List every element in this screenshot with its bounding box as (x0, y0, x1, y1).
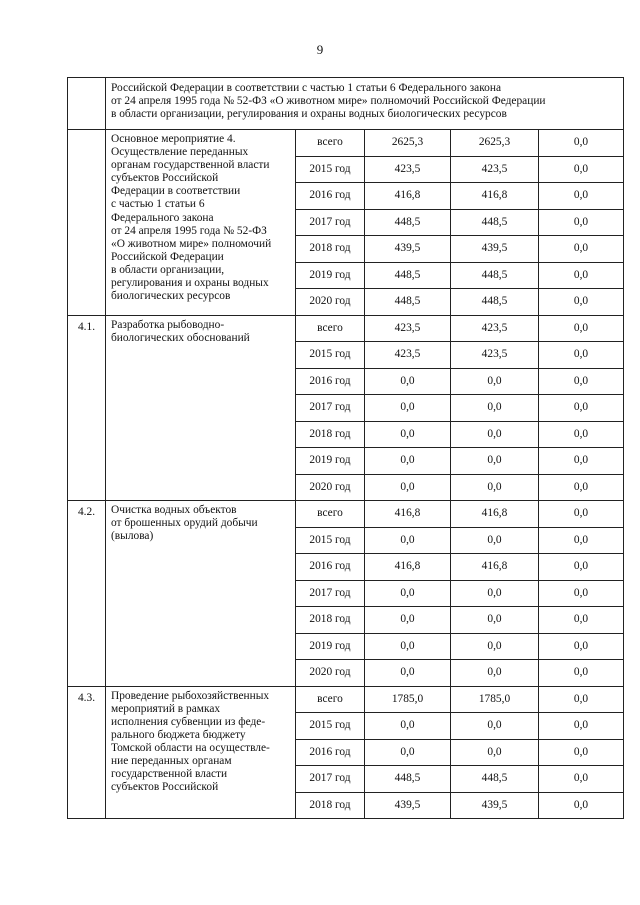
federal-amount-cell: 439,5 (451, 236, 539, 263)
year-cell: 2015 год (296, 713, 365, 740)
text-line: органам государственной власти (111, 159, 270, 172)
text-line: Федерального закона (111, 211, 214, 224)
total-amount-cell: 0,0 (365, 633, 451, 660)
table-row (68, 501, 624, 528)
federal-amount-cell: 0,0 (451, 607, 539, 634)
year-cell: 2015 год (296, 156, 365, 183)
other-amount-cell: 0,0 (539, 633, 624, 660)
total-amount-cell: 0,0 (365, 421, 451, 448)
page-number: 9 (316, 42, 324, 57)
other-amount-cell: 0,0 (539, 236, 624, 263)
other-amount-cell: 0,0 (539, 342, 624, 369)
federal-amount-cell: 0,0 (451, 368, 539, 395)
federal-amount-cell: 416,8 (451, 183, 539, 210)
other-amount-cell: 0,0 (539, 686, 624, 713)
total-amount-cell: 448,5 (365, 766, 451, 793)
total-amount-cell: 439,5 (365, 792, 451, 819)
text-line: государственной власти (111, 768, 228, 781)
total-amount-cell: 0,0 (365, 448, 451, 475)
text-line: в области организации, (111, 263, 225, 276)
item-description (106, 686, 296, 819)
total-amount-cell: 0,0 (365, 368, 451, 395)
federal-amount-cell: 423,5 (451, 156, 539, 183)
other-amount-cell: 0,0 (539, 421, 624, 448)
item-description (106, 501, 296, 687)
text-line: с частью 1 статьи 6 (111, 198, 205, 211)
total-amount-cell: 1785,0 (365, 686, 451, 713)
year-cell: 2016 год (296, 554, 365, 581)
text-line: мероприятий в рамках (111, 702, 221, 715)
total-amount-cell: 0,0 (365, 527, 451, 554)
year-cell: 2019 год (296, 633, 365, 660)
total-amount-cell: 423,5 (365, 315, 451, 342)
total-amount-cell: 448,5 (365, 209, 451, 236)
total-amount-cell: 448,5 (365, 262, 451, 289)
total-amount-cell: 0,0 (365, 607, 451, 634)
other-amount-cell: 0,0 (539, 713, 624, 740)
federal-amount-cell: 0,0 (451, 395, 539, 422)
text-line: субъектов Российской (111, 781, 219, 794)
other-amount-cell: 0,0 (539, 183, 624, 210)
year-cell: всего (296, 315, 365, 342)
table-row (68, 686, 624, 713)
other-amount-cell: 0,0 (539, 766, 624, 793)
total-amount-cell: 448,5 (365, 289, 451, 316)
other-amount-cell: 0,0 (539, 501, 624, 528)
text-line: «О животном мире» полномочий (111, 237, 272, 250)
federal-amount-cell: 1785,0 (451, 686, 539, 713)
year-cell: всего (296, 130, 365, 157)
other-amount-cell: 0,0 (539, 448, 624, 475)
total-amount-cell: 0,0 (365, 395, 451, 422)
federal-amount-cell: 0,0 (451, 739, 539, 766)
other-amount-cell: 0,0 (539, 739, 624, 766)
federal-amount-cell: 448,5 (451, 262, 539, 289)
text-line: регулирования и охраны водных (111, 277, 269, 290)
total-amount-cell: 416,8 (365, 501, 451, 528)
item-number: 4.1. (68, 315, 106, 501)
other-amount-cell: 0,0 (539, 527, 624, 554)
total-amount-cell: 0,0 (365, 580, 451, 607)
text-line: Российской Федерации (111, 250, 224, 263)
year-cell: 2019 год (296, 448, 365, 475)
year-cell: 2017 год (296, 209, 365, 236)
text-line: Российской Федерации в соответствии с частью 1 статьи 6 Федерального закона (111, 82, 502, 94)
text-line: от 24 апреля 1995 года № 52-ФЗ (111, 224, 267, 237)
year-cell: 2018 год (296, 792, 365, 819)
text-line: ние переданных органам (111, 754, 232, 767)
other-amount-cell: 0,0 (539, 289, 624, 316)
other-amount-cell: 0,0 (539, 209, 624, 236)
continuation-text (106, 78, 624, 130)
text-line: Основное мероприятие 4. (111, 133, 236, 145)
text-line: в области организации, регулирования и охраны водных биологических ресурсов (111, 108, 507, 121)
year-cell: 2017 год (296, 395, 365, 422)
item-number (68, 130, 106, 316)
table-row (68, 315, 624, 342)
continuation-row (68, 78, 624, 130)
year-cell: всего (296, 686, 365, 713)
total-amount-cell: 2625,3 (365, 130, 451, 157)
total-amount-cell: 423,5 (365, 342, 451, 369)
total-amount-cell: 0,0 (365, 713, 451, 740)
total-amount-cell: 0,0 (365, 739, 451, 766)
federal-amount-cell: 0,0 (451, 474, 539, 501)
table-row (68, 130, 624, 157)
other-amount-cell: 0,0 (539, 130, 624, 157)
text-line: от 24 апреля 1995 года № 52-ФЗ «О животном мире» полномочий Российской Федерации (111, 95, 546, 108)
text-line: биологических обоснований (111, 331, 250, 344)
federal-amount-cell: 423,5 (451, 315, 539, 342)
other-amount-cell: 0,0 (539, 156, 624, 183)
federal-amount-cell: 0,0 (451, 713, 539, 740)
year-cell: 2015 год (296, 527, 365, 554)
text-line: Проведение рыбохозяйственных (111, 689, 270, 702)
year-cell: 2018 год (296, 607, 365, 634)
text-line: Осуществление переданных (111, 146, 249, 159)
year-cell: 2020 год (296, 660, 365, 687)
total-amount-cell: 439,5 (365, 236, 451, 263)
other-amount-cell: 0,0 (539, 474, 624, 501)
year-cell: 2015 год (296, 342, 365, 369)
year-cell: 2016 год (296, 739, 365, 766)
other-amount-cell: 0,0 (539, 262, 624, 289)
text-line: от брошенных орудий добычи (111, 517, 258, 530)
other-amount-cell: 0,0 (539, 315, 624, 342)
federal-amount-cell: 448,5 (451, 289, 539, 316)
federal-amount-cell: 0,0 (451, 633, 539, 660)
federal-amount-cell: 0,0 (451, 527, 539, 554)
empty-number-cell (68, 78, 106, 130)
text-line: Разработка рыбоводно- (111, 318, 225, 331)
other-amount-cell: 0,0 (539, 607, 624, 634)
federal-amount-cell: 0,0 (451, 448, 539, 475)
year-cell: 2017 год (296, 580, 365, 607)
item-number: 4.3. (68, 686, 106, 819)
federal-amount-cell: 0,0 (451, 660, 539, 687)
text-line: Федерации в соответствии (111, 185, 241, 198)
other-amount-cell: 0,0 (539, 792, 624, 819)
federal-amount-cell: 448,5 (451, 766, 539, 793)
year-cell: 2019 год (296, 262, 365, 289)
total-amount-cell: 0,0 (365, 660, 451, 687)
other-amount-cell: 0,0 (539, 368, 624, 395)
year-cell: 2018 год (296, 421, 365, 448)
year-cell: 2020 год (296, 289, 365, 316)
federal-amount-cell: 448,5 (451, 209, 539, 236)
year-cell: 2020 год (296, 474, 365, 501)
text-line: рального бюджета бюджету (111, 728, 246, 741)
text-line: (вылова) (111, 530, 154, 543)
other-amount-cell: 0,0 (539, 660, 624, 687)
item-description (106, 130, 296, 316)
federal-amount-cell: 416,8 (451, 501, 539, 528)
text-line: исполнения субвенции из феде- (111, 715, 266, 728)
total-amount-cell: 0,0 (365, 474, 451, 501)
text-line: биологических ресурсов (111, 290, 231, 303)
federal-amount-cell: 0,0 (451, 580, 539, 607)
federal-amount-cell: 0,0 (451, 421, 539, 448)
year-cell: 2016 год (296, 183, 365, 210)
federal-amount-cell: 423,5 (451, 342, 539, 369)
federal-amount-cell: 439,5 (451, 792, 539, 819)
federal-amount-cell: 2625,3 (451, 130, 539, 157)
total-amount-cell: 416,8 (365, 183, 451, 210)
other-amount-cell: 0,0 (539, 580, 624, 607)
budget-table (67, 77, 624, 819)
item-number: 4.2. (68, 501, 106, 687)
other-amount-cell: 0,0 (539, 395, 624, 422)
total-amount-cell: 416,8 (365, 554, 451, 581)
year-cell: 2018 год (296, 236, 365, 263)
text-line: Очистка водных объектов (111, 504, 237, 516)
item-description (106, 315, 296, 501)
federal-amount-cell: 416,8 (451, 554, 539, 581)
year-cell: всего (296, 501, 365, 528)
year-cell: 2017 год (296, 766, 365, 793)
total-amount-cell: 423,5 (365, 156, 451, 183)
text-line: Томской области на осуществле- (111, 741, 270, 754)
other-amount-cell: 0,0 (539, 554, 624, 581)
text-line: субъектов Российской (111, 172, 219, 185)
year-cell: 2016 год (296, 368, 365, 395)
